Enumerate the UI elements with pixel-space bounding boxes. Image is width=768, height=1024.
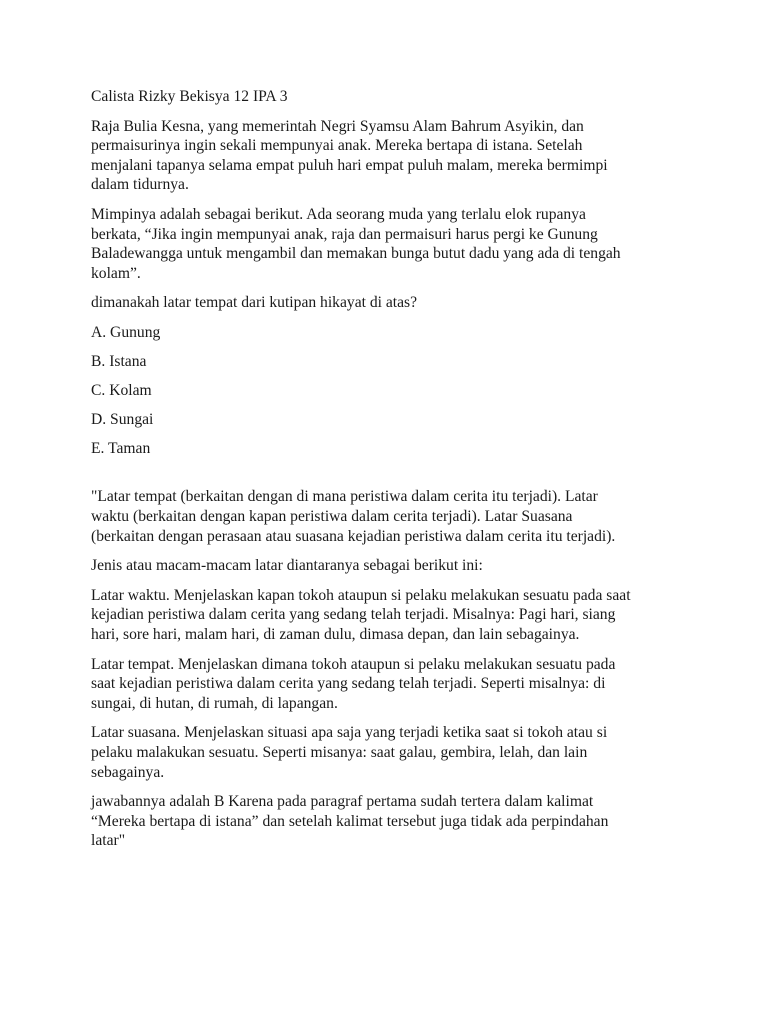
passage-paragraph-1: Raja Bulia Kesna, yang memerintah Negri Syamsu Alam Bahrum Asyikin, dan permaisurinya ingin sekali mempunyai anak. Mereka bertapa di istana. Setelah menjalani tapanya selama empat puluh hari empat puluh malam, mereka bermimpi dalam tidurnya. (91, 117, 608, 194)
section-spacer (91, 468, 681, 487)
option-e: E. Taman (91, 440, 151, 458)
question-text: dimanakah latar tempat dari kutipan hikayat di atas? (91, 294, 418, 312)
explanation-paragraph-3: Latar waktu. Menjelaskan kapan tokoh ataupun si pelaku melakukan sesuatu pada saat kejadian peristiwa dalam cerita yang sedang telah terjadi. Misalnya: Pagi hari, siang hari, sore hari, malam hari, di zaman dulu, dimasa depan, dan lain sebagainya. (91, 586, 631, 643)
explanation-paragraph-5: Latar suasana. Menjelaskan situasi apa saja yang terjadi ketika saat si tokoh atau si pelaku malakukan sesuatu. Seperti misanya: saat galau, gembira, lelah, dan lain sebagainya. (91, 724, 608, 781)
explanation-paragraph-4: Latar tempat. Menjelaskan dimana tokoh ataupun si pelaku melakukan sesuatu pada saat kejadian peristiwa dalam cerita yang sedang telah terjadi. Seperti misalnya: di sungai, di hutan, di rumah, di lapangan. (91, 655, 616, 712)
document-header: Calista Rizky Bekisya 12 IPA 3 (91, 88, 288, 105)
option-b: B. Istana (91, 353, 147, 371)
passage-paragraph-2: Mimpinya adalah sebagai berikut. Ada seorang muda yang terlalu elok rupanya berkata, “Jika ingin mempunyai anak, raja dan permaisuri harus pergi ke Gunung Baladewangga untuk mengambil dan memakan bunga butut dadu yang ada di tengah kolam”. (91, 205, 621, 282)
explanation-paragraph-1: "Latar tempat (berkaitan dengan di mana peristiwa dalam cerita itu terjadi). Latar waktu (berkaitan dengan kapan peristiwa dalam cerita terjadi). Latar Suasana (berkaitan dengan perasaan atau suasana kejadian peristiwa dalam cerita itu terjadi). (91, 488, 616, 545)
explanation-paragraph-2: Jenis atau macam-macam latar diantaranya sebagai berikut ini: (91, 557, 483, 575)
option-c: C. Kolam (91, 382, 152, 400)
option-d: D. Sungai (91, 411, 154, 429)
option-a: A. Gunung (91, 323, 161, 341)
answer-paragraph: jawabannya adalah B Karena pada paragraf pertama sudah tertera dalam kalimat “Mereka bertapa di istana” dan setelah kalimat tersebut juga tidak ada perpindahan latar" (91, 793, 609, 850)
document-body (91, 87, 681, 861)
